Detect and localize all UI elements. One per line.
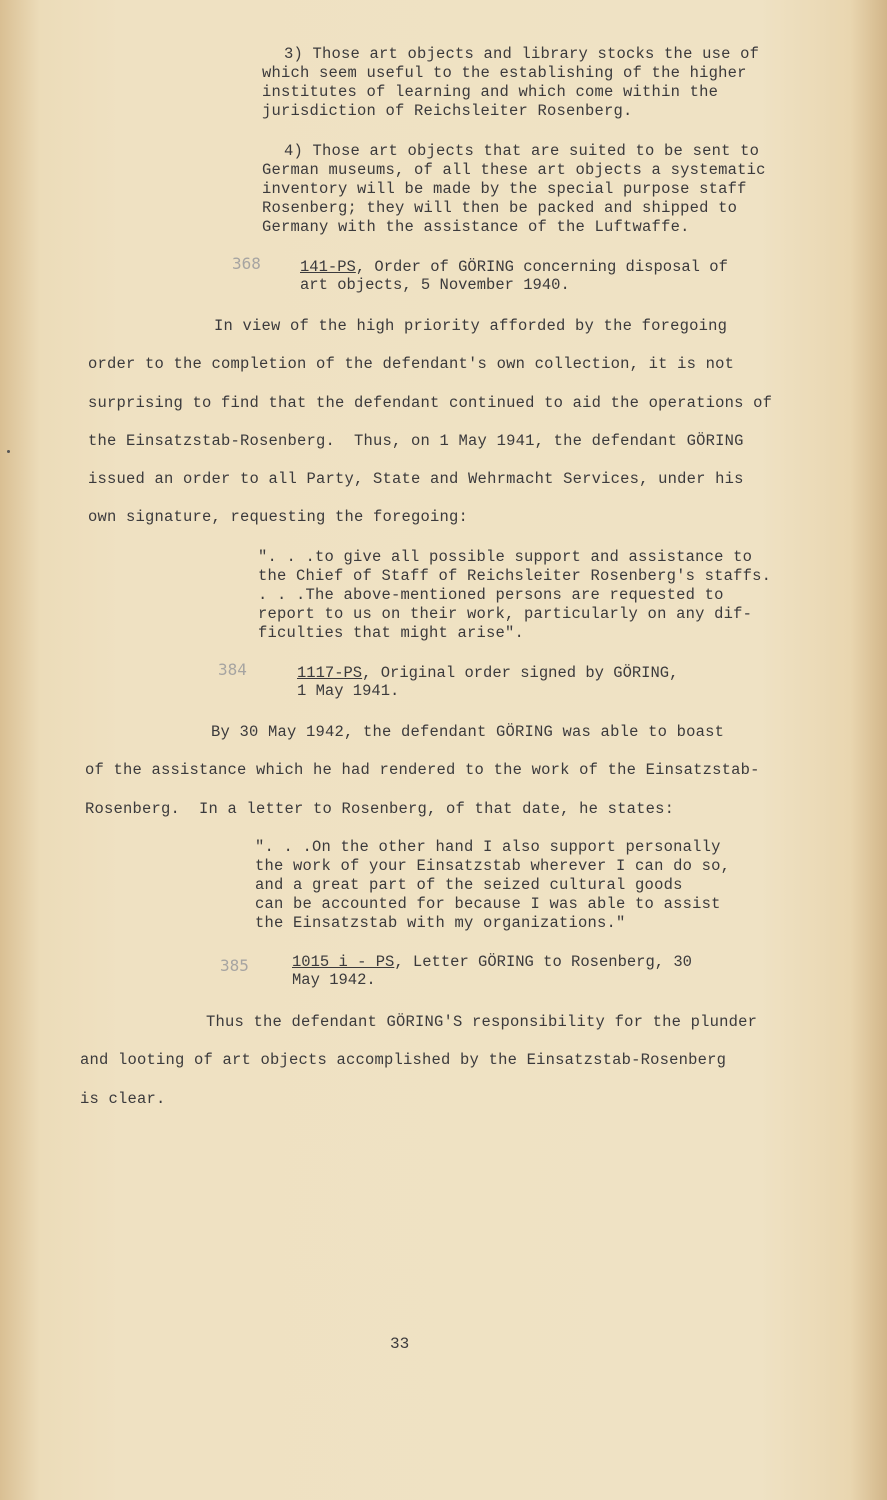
punch-mark xyxy=(7,450,10,453)
text-line: inventory will be made by the special purpose staff xyxy=(262,180,747,198)
text-line: own signature, requesting the foregoing: xyxy=(88,508,469,527)
citation-text: art objects, 5 November 1940. xyxy=(300,276,570,294)
text-line: the Einsatzstab-Rosenberg. Thus, on 1 May 1941, the defendant GÖRING xyxy=(88,431,744,450)
text-line: and a great part of the seized cultural goods xyxy=(255,876,683,894)
block-quote-1 xyxy=(258,548,771,643)
margin-annotation: 368 xyxy=(232,254,261,273)
block-quote-2 xyxy=(255,838,730,933)
citation-text: 1 May 1941. xyxy=(297,682,400,700)
body-paragraph-3 xyxy=(80,1003,757,1118)
text-line: ". . .to give all possible support and assistance to xyxy=(258,548,753,566)
text-line: jurisdiction of Reichsleiter Rosenberg. xyxy=(262,102,633,120)
paragraph-4 xyxy=(262,142,766,237)
paragraph-3 xyxy=(262,45,759,121)
text-line: of the assistance which he had rendered to the work of the Einsatzstab- xyxy=(85,761,760,780)
citation-ref: 1117-PS xyxy=(297,664,363,682)
text-line: By 30 May 1942, the defendant GÖRING was able to boast xyxy=(211,723,725,741)
text-line: can be accounted for because I was able to assist xyxy=(255,895,721,913)
text-line: the Chief of Staff of Reichsleiter Rosenberg's staffs. xyxy=(258,567,772,585)
text-line: order to the completion of the defendant's own collection, it is not xyxy=(88,355,735,374)
citation-text: , Original order signed by GÖRING, xyxy=(362,664,679,682)
text-line: ficulties that might arise". xyxy=(258,624,525,642)
margin-annotation: 385 xyxy=(220,956,249,975)
text-line: . . .The above-mentioned persons are requested to xyxy=(258,586,724,604)
margin-annotation: 384 xyxy=(218,660,247,679)
text-line: 3) Those art objects and library stocks the use of xyxy=(284,45,760,63)
citation-text: , Order of GÖRING concerning disposal of xyxy=(355,258,728,276)
text-line: ". . .On the other hand I also support personally xyxy=(255,838,721,856)
text-line: and looting of art objects accomplished by the Einsatzstab-Rosenberg xyxy=(80,1051,727,1070)
text-line: Thus the defendant GÖRING'S responsibility for the plunder xyxy=(206,1013,758,1031)
body-paragraph-2 xyxy=(85,713,760,828)
text-line: 4) Those art objects that are suited to be sent to xyxy=(284,142,760,160)
page-number: 33 xyxy=(390,1335,410,1353)
text-line: is clear. xyxy=(80,1089,166,1108)
citation-text: , Letter GÖRING to Rosenberg, 30 xyxy=(394,953,692,971)
text-line: German museums, of all these art objects a systematic xyxy=(262,161,766,179)
citation-1117-ps xyxy=(297,664,678,700)
body-paragraph-1 xyxy=(88,307,772,537)
citation-text: May 1942. xyxy=(292,971,376,989)
text-line: issued an order to all Party, State and Wehrmacht Services, under his xyxy=(88,470,744,489)
text-line: surprising to find that the defendant continued to aid the operations of xyxy=(88,393,773,412)
text-line: the Einsatzstab with my organizations." xyxy=(255,914,626,932)
text-line: report to us on their work, particularly on any dif- xyxy=(258,605,753,623)
citation-141-ps xyxy=(300,258,728,294)
citation-1015i-ps xyxy=(292,953,692,989)
text-line: Germany with the assistance of the Luftwaffe. xyxy=(262,218,690,236)
text-line: In view of the high priority afforded by the foregoing xyxy=(214,317,728,335)
text-line: the work of your Einsatzstab wherever I can do so, xyxy=(255,857,731,875)
text-line: which seem useful to the establishing of the higher xyxy=(262,64,747,82)
text-line: Rosenberg. In a letter to Rosenberg, of that date, he states: xyxy=(85,799,675,818)
citation-ref: 1015 i - PS xyxy=(292,953,395,971)
text-line: institutes of learning and which come within the xyxy=(262,83,719,101)
text-line: Rosenberg; they will then be packed and shipped to xyxy=(262,199,738,217)
citation-ref: 141-PS xyxy=(300,258,356,276)
